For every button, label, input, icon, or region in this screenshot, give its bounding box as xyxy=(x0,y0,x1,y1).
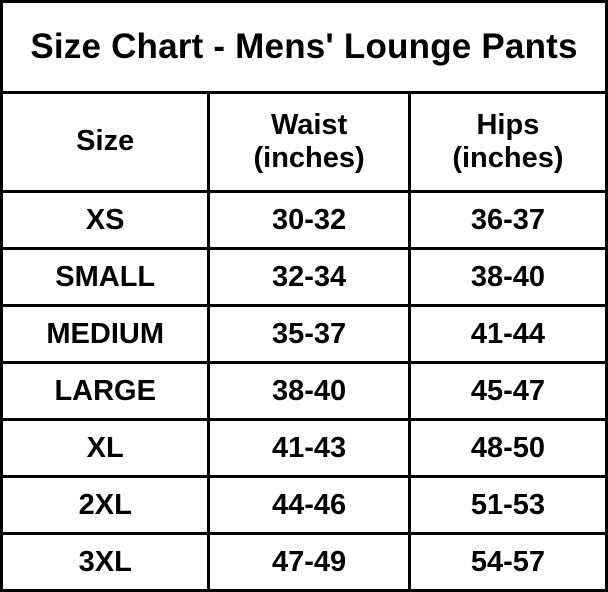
cell-hips: 45-47 xyxy=(409,363,605,420)
cell-waist: 44-46 xyxy=(209,477,409,534)
cell-waist: 32-34 xyxy=(209,249,409,306)
column-header-hips-line-2: (inches) xyxy=(452,142,564,174)
cell-size: XL xyxy=(3,420,209,477)
size-chart-table xyxy=(3,3,605,589)
cell-size: LARGE xyxy=(3,363,209,420)
table-row xyxy=(3,192,605,249)
cell-waist: 35-37 xyxy=(209,306,409,363)
cell-hips: 41-44 xyxy=(409,306,605,363)
column-header-waist-line-2: (inches) xyxy=(253,142,365,174)
cell-hips: 38-40 xyxy=(409,249,605,306)
cell-waist: 47-49 xyxy=(209,534,409,590)
title-row xyxy=(3,3,605,93)
page-title: Size Chart - Mens' Lounge Pants xyxy=(3,3,605,93)
header-row xyxy=(3,93,605,192)
cell-size: MEDIUM xyxy=(3,306,209,363)
table-row xyxy=(3,534,605,590)
table-row xyxy=(3,420,605,477)
table-row xyxy=(3,249,605,306)
column-header-size xyxy=(3,93,209,192)
cell-waist: 41-43 xyxy=(209,420,409,477)
table-row xyxy=(3,306,605,363)
cell-size: 3XL xyxy=(3,534,209,590)
cell-waist: 38-40 xyxy=(209,363,409,420)
cell-hips: 51-53 xyxy=(409,477,605,534)
cell-size: XS xyxy=(3,192,209,249)
table-row xyxy=(3,477,605,534)
column-header-hips xyxy=(409,93,605,192)
cell-waist: 30-32 xyxy=(209,192,409,249)
table-row xyxy=(3,363,605,420)
cell-size: 2XL xyxy=(3,477,209,534)
cell-hips: 48-50 xyxy=(409,420,605,477)
cell-hips: 54-57 xyxy=(409,534,605,590)
column-header-waist xyxy=(209,93,409,192)
column-header-hips-line-1: Hips xyxy=(476,108,540,141)
column-header-waist-line-1: Waist xyxy=(270,108,348,141)
column-header-size-line-1: Size xyxy=(76,125,135,158)
cell-size: SMALL xyxy=(3,249,209,306)
cell-hips: 36-37 xyxy=(409,192,605,249)
